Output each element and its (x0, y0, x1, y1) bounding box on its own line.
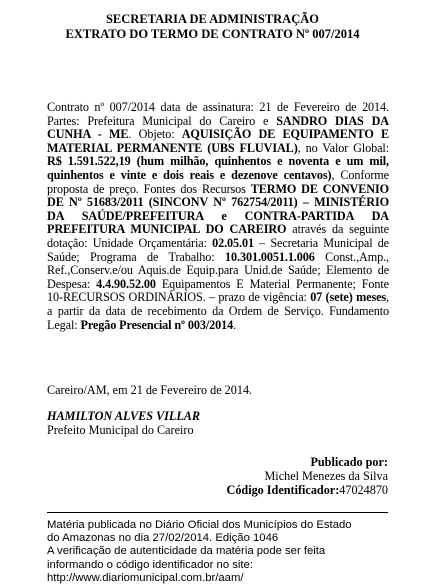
body-text: . (233, 317, 237, 332)
contract-object: AQUISIÇÃO DE EQUIPAMENTO E MATERIAL PERMANENTE (UBS FLUVIAL) (47, 127, 389, 155)
global-value: R$ 1.591.522,19 (hum milhão, quinhentos e noventa e um mil, quinhentos e vinte e dois reais e dezenove centavos) (47, 154, 389, 182)
identifier-value: 47024870 (339, 483, 388, 497)
body-text: , a partir da data de recebimento da Ordem de Serviço. Fundamento Legal: (47, 290, 389, 332)
body-text: . Objeto: (128, 127, 182, 142)
contractor-name: SANDRO DIAS DA CUNHA - ME (47, 113, 389, 142)
publication-block (138, 455, 388, 497)
signatory-title: Prefeito Municipal do Careiro (47, 423, 194, 437)
body-text: Equipamentos E Material Permanente; Fonte 10-RECURSOS ORDINÁRIOS. – prazo de vigência: (47, 276, 389, 305)
footer-line: do Amazonas no dia 27/02/2014. Edição 1046 (47, 532, 279, 545)
budget-unit: 02.05.01 (212, 235, 254, 250)
expense-element: 4.4.90.52.00 (96, 276, 156, 291)
published-by-label: Publicado por: (310, 455, 388, 469)
header-title: EXTRATO DO TERMO DE CONTRATO Nº 007/2014 (65, 27, 360, 41)
legal-basis: Pregão Presencial nº 003/2014 (80, 317, 234, 332)
footer-line: A verificação de autenticidade da matéria pode ser feita (47, 545, 326, 558)
body-text: , Conforme proposta de preço. Fontes dos Recursos (47, 167, 389, 196)
document-header (30, 12, 395, 42)
footer-line: Matéria publicada no Diário Oficial dos Municípios do Estado (47, 519, 352, 531)
body-text: Contrato nº 007/2014 data de assinatura: 21 de Fevereiro de 2014. Partes: Prefeitura Municipal do Careiro e (47, 100, 389, 128)
body-text: Const.,Amp., Ref.,Conserv.e/ou Aquis.de Equip.para Unid.de Saúde; Elemento de Despesa: (47, 249, 389, 291)
footer-url-link[interactable]: http://www.diariomunicipal.com.br/aam/ (47, 571, 244, 584)
footer-line: informando o código identificador no site: (47, 558, 253, 571)
signatory-name: HAMILTON ALVES VILLAR (47, 409, 201, 423)
place-date: Careiro/AM, em 21 de Fevereiro de 2014. (47, 383, 253, 397)
identifier-label: Código Identificador: (226, 483, 340, 497)
publication-footer (47, 519, 397, 585)
body-text: através da seguinte dotação: Unidade Orçamentária: (47, 222, 389, 250)
body-text: , no Valor Global: (297, 140, 389, 155)
signature-block (47, 409, 200, 437)
work-program: 10.301.0051.1.006 (225, 249, 315, 264)
validity-period: 07 (sete) meses (310, 290, 387, 305)
funding-source: TERMO DE CONVENIO DE Nº 51683/2011 (SINCONV Nº 762754/2011) – MINISTÉRIO DA SAÚDE/PREFEITURA e CONTRA-PARTIDA DA PREFEITURA MUNICIPAL DO CAREIRO (47, 181, 389, 237)
publisher-name: Michel Menezes da Silva (264, 469, 388, 483)
contract-body (47, 101, 389, 332)
header-department: SECRETARIA DE ADMINISTRAÇÃO (105, 12, 319, 26)
footer-divider (47, 512, 388, 513)
body-text: – Secretaria Municipal de Saúde; Programa de Trabalho: (47, 235, 389, 264)
identifier-line (138, 483, 388, 497)
